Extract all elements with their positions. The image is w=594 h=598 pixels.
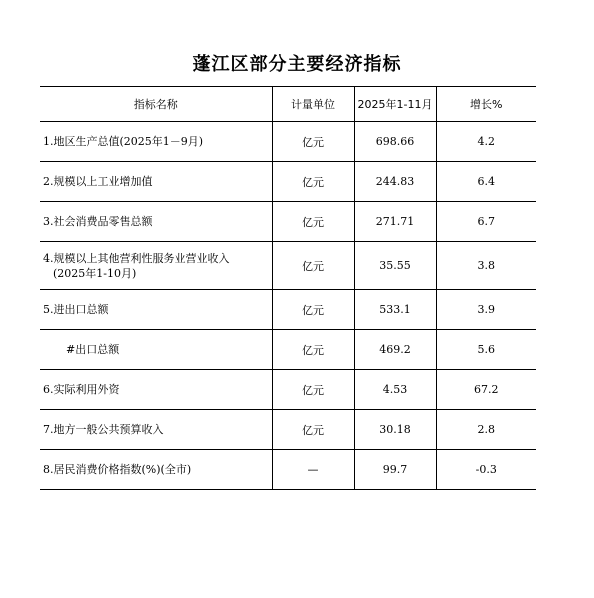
row-unit: 亿元 [272, 122, 354, 162]
table-row [40, 410, 536, 450]
page-title: 蓬江区部分主要经济指标 [192, 54, 402, 75]
table-row [40, 370, 536, 410]
table-row [40, 450, 536, 490]
row-growth: 67.2 [436, 370, 536, 410]
table-row [40, 330, 536, 370]
row-value: 244.83 [354, 162, 436, 202]
row-unit: — [272, 450, 354, 490]
table-row [40, 242, 536, 290]
indicators-table [40, 86, 536, 490]
row-unit: 亿元 [272, 330, 354, 370]
row-value: 99.7 [354, 450, 436, 490]
row-value: 35.55 [354, 242, 436, 290]
row-value: 698.66 [354, 122, 436, 162]
row-growth: 2.8 [436, 410, 536, 450]
row-unit: 亿元 [272, 242, 354, 290]
row-growth: -0.3 [436, 450, 536, 490]
table-header-row [40, 87, 536, 122]
row-value: 4.53 [354, 370, 436, 410]
row-growth: 5.6 [436, 330, 536, 370]
row-growth: 6.4 [436, 162, 536, 202]
row-name: 7.地方一般公共预算收入 [40, 410, 272, 450]
row-unit: 亿元 [272, 290, 354, 330]
row-value: 271.71 [354, 202, 436, 242]
row-name: 5.进出口总额 [40, 290, 272, 330]
row-growth: 3.8 [436, 242, 536, 290]
row-growth: 3.9 [436, 290, 536, 330]
row-name: 8.居民消费价格指数(%)(全市) [40, 450, 272, 490]
row-value: 469.2 [354, 330, 436, 370]
row-name: 1.地区生产总值(2025年1－9月) [40, 122, 272, 162]
row-name: 6.实际利用外资 [40, 370, 272, 410]
row-name: 3.社会消费品零售总额 [40, 202, 272, 242]
header-unit: 计量单位 [272, 87, 354, 122]
table-row [40, 162, 536, 202]
header-growth: 增长% [436, 87, 536, 122]
table-row [40, 202, 536, 242]
row-value: 533.1 [354, 290, 436, 330]
row-value: 30.18 [354, 410, 436, 450]
row-name: 4.规模以上其他营利性服务业营业收入 [43, 251, 230, 265]
row-name: 2.规模以上工业增加值 [40, 162, 272, 202]
row-unit: 亿元 [272, 162, 354, 202]
row-name: #出口总额 [40, 330, 272, 370]
header-indicator-name: 指标名称 [40, 87, 272, 122]
row-name-period: (2025年1-10月) [53, 266, 137, 280]
table-row [40, 290, 536, 330]
row-growth: 4.2 [436, 122, 536, 162]
row-growth: 6.7 [436, 202, 536, 242]
row-unit: 亿元 [272, 370, 354, 410]
row-unit: 亿元 [272, 202, 354, 242]
row-name-cell [40, 242, 272, 290]
header-period-value: 2025年1-11月 [354, 87, 436, 122]
table-row [40, 122, 536, 162]
row-unit: 亿元 [272, 410, 354, 450]
